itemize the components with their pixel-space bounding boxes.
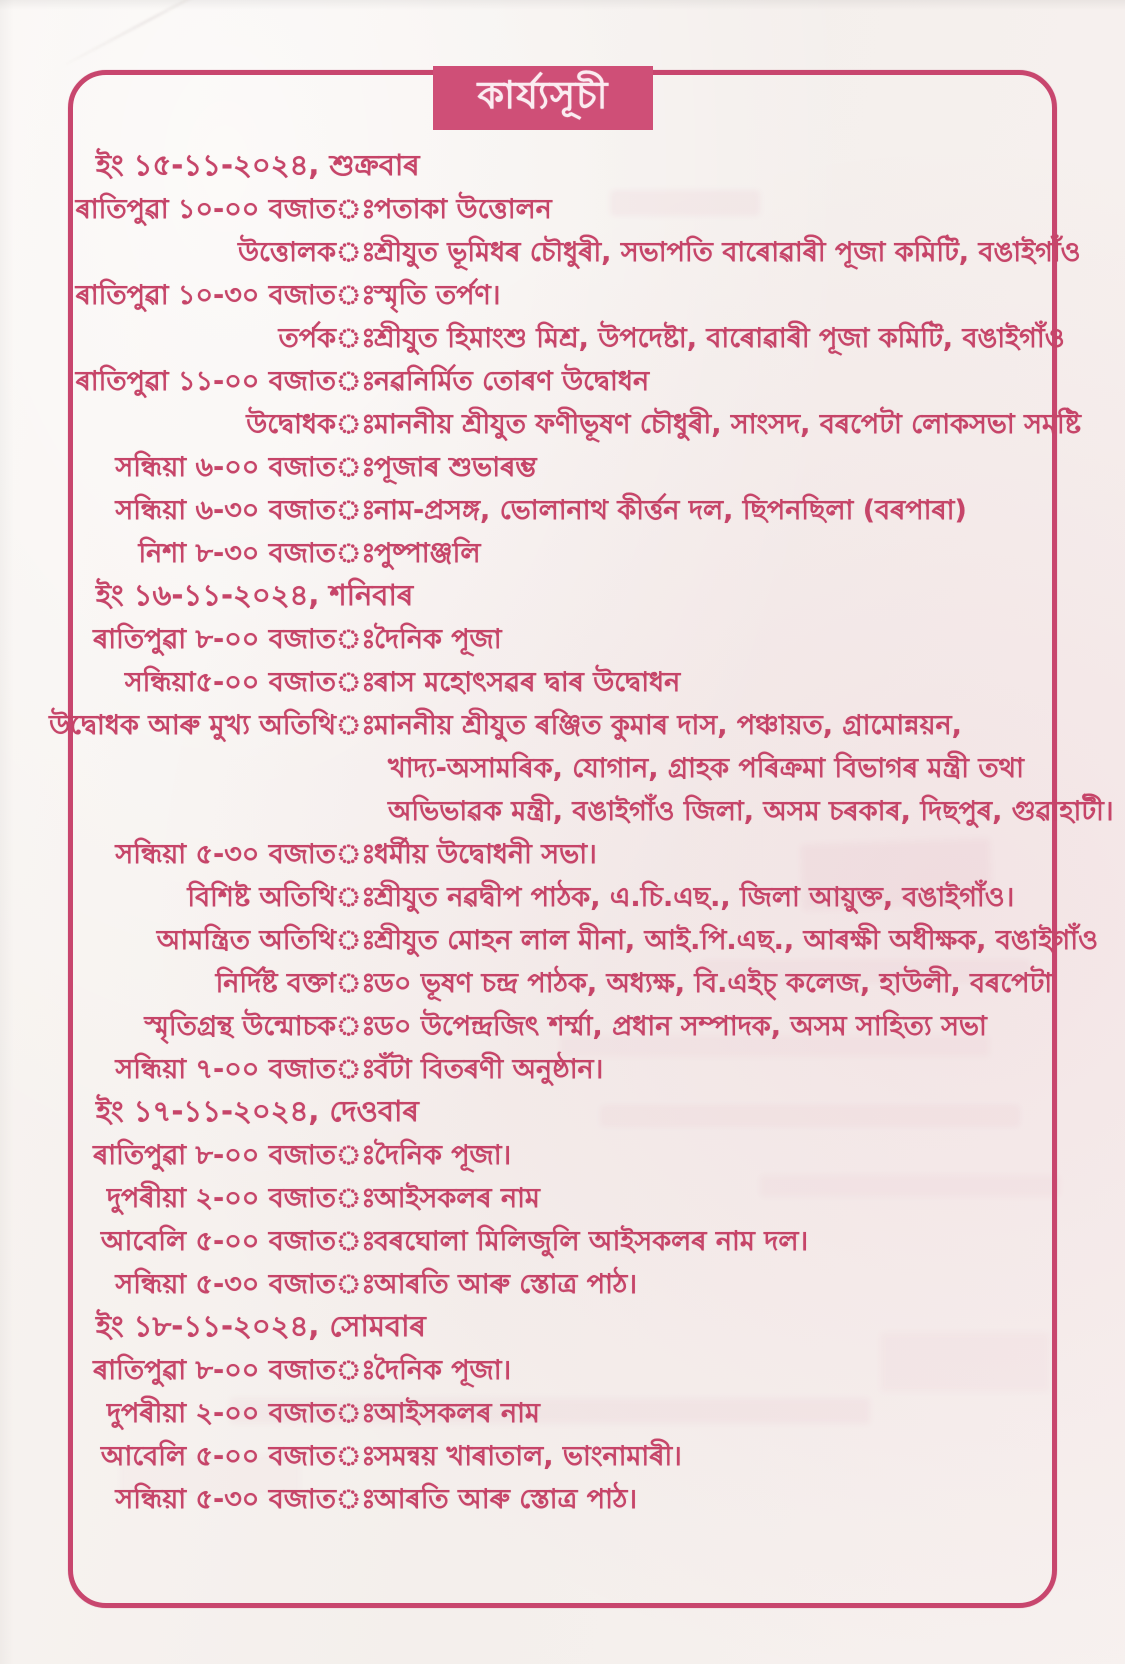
time-label: সন্ধিয়া ৫-৩০ বজাত	[115, 839, 336, 870]
schedule-row	[96, 1264, 1049, 1307]
event-description: পূজাৰ শুভাৰম্ভ	[374, 452, 537, 483]
time-label: আমন্ত্রিত অতিথি	[156, 925, 336, 956]
separator-colon: ঃ	[336, 1226, 376, 1257]
event-description: ৰাস মহোৎসৱৰ দ্বাৰ উদ্বোধন	[374, 667, 681, 698]
event-description: মাননীয় শ্রীযুত ৰঞ্জিত কুমাৰ দাস, পঞ্চায়ত, গ্রামোন্নয়ন,	[374, 710, 962, 741]
event-description: পুষ্পাঞ্জলি	[374, 538, 481, 569]
event-description: শ্রীযুত ভূমিধৰ চৌধুৰী, সভাপতি বাৰোৱাৰী পূজা কমিটি, বঙাইগাঁও	[374, 237, 1081, 268]
schedule-row	[75, 361, 1049, 404]
paper-crease	[52, 0, 248, 72]
event-description: বঁটা বিতৰণী অনুষ্ঠান।	[374, 1054, 604, 1085]
event-description: আইসকলৰ নাম	[374, 1183, 540, 1214]
time-label: উত্তোলক	[237, 237, 336, 268]
schedule-row	[96, 490, 1049, 533]
time-label: দুপৰীয়া ২-০০ বজাত	[106, 1183, 336, 1214]
date-header: ইং ১৬-১১-২০২৪, শনিবাৰ	[96, 578, 414, 612]
schedule-row	[96, 318, 1065, 361]
bleedthrough-mark	[760, 1175, 1060, 1197]
event-description: শ্রীযুত মোহন লাল মীনা, আই.পি.এছ., আৰক্ষী অধীক্ষক, বঙাইগাঁও	[374, 925, 1098, 956]
time-label: সন্ধিয়া ৬-০০ বজাত	[115, 452, 336, 483]
separator-colon: ঃ	[336, 280, 376, 311]
time-label: ৰাতিপুৱা ৮-০০ বজাত	[93, 1355, 336, 1386]
schedule-row	[96, 404, 1081, 447]
event-description: অভিভাৱক মন্ত্রী, বঙাইগাঁও জিলা, অসম চৰকাৰ, দিছপুৰ, গুৱাহাটী।	[388, 796, 1114, 827]
scan-edge-shadow-left	[0, 0, 14, 1664]
time-label: সন্ধিয়া ৫-৩০ বজাত	[115, 1269, 336, 1300]
event-description: নৱনির্মিত তোৰণ উদ্বোধন	[374, 366, 650, 397]
time-label: সন্ধিয়া ৫-৩০ বজাত	[115, 1484, 336, 1515]
separator-colon: ঃ	[336, 1011, 376, 1042]
event-description: আইসকলৰ নাম	[374, 1398, 540, 1429]
time-label: বিশিষ্ট অতিথি	[187, 882, 336, 913]
event-description: ধর্মীয় উদ্বোধনী সভা।	[374, 839, 597, 870]
schedule-row	[96, 533, 1049, 576]
schedule-row	[93, 1135, 1049, 1178]
event-description: শ্রীযুত নৱদ্বীপ পাঠক, এ.চি.এছ., জিলা আয়ুক্ত, বঙাইগাঁও।	[374, 882, 1015, 913]
event-description: খাদ্য-অসামৰিক, যোগান, গ্রাহক পৰিক্রমা বিভাগৰ মন্ত্রী তথা	[388, 753, 1024, 784]
time-label: ৰাতিপুৱা ১০-৩০ বজাত	[75, 280, 336, 311]
event-description: বৰঘোলা মিলিজুলি আইসকলৰ নাম দল।	[374, 1226, 809, 1257]
schedule-row	[93, 619, 1049, 662]
time-label: ৰাতিপুৱা ৮-০০ বজাত	[93, 624, 336, 655]
event-description: নাম-প্রসঙ্গ, ভোলানাথ কীর্ত্তন দল, ছিপনছিলা (বৰপাৰা)	[374, 495, 967, 526]
schedule-row	[75, 189, 1049, 232]
separator-colon: ঃ	[336, 1054, 376, 1085]
time-label: উদ্বোধক আৰু মুখ্য অতিথি	[49, 710, 336, 741]
separator-colon: ঃ	[336, 667, 376, 698]
event-description: আৰতি আৰু স্তোত্র পাঠ।	[374, 1269, 637, 1300]
event-description: পতাকা উত্তোলন	[374, 194, 552, 225]
time-label: আবেলি ৫-০০ বজাত	[100, 1441, 336, 1472]
event-description: স্মৃতি তর্পণ।	[374, 280, 501, 311]
event-description: শ্রীযুত হিমাংশু মিশ্র, উপদেষ্টা, বাৰোৱাৰী পূজা কমিটি, বঙাইগাঁও	[374, 323, 1065, 354]
event-description: ড০ উপেন্দ্রজিৎ শর্ম্মা, প্রধান সম্পাদক, অসম সাহিত্য সভা	[374, 1011, 987, 1042]
time-label: নির্দিষ্ট বক্তা	[215, 968, 336, 999]
bleedthrough-mark	[880, 1332, 1050, 1392]
separator-colon: ঃ	[336, 1140, 376, 1171]
separator-colon: ঃ	[336, 366, 376, 397]
schedule-row	[96, 447, 1049, 490]
time-label: দুপৰীয়া ২-০০ বজাত	[106, 1398, 336, 1429]
separator-colon: ঃ	[336, 839, 376, 870]
event-description: আৰতি আৰু স্তোত্র পাঠ।	[374, 1484, 637, 1515]
separator-colon: ঃ	[336, 1269, 376, 1300]
separator-colon: ঃ	[336, 194, 376, 225]
time-label: সন্ধিয়া ৭-০০ বজাত	[115, 1054, 336, 1085]
separator-colon: ঃ	[336, 237, 376, 268]
separator-colon: ঃ	[336, 624, 376, 655]
schedule-row	[96, 232, 1081, 275]
date-header: ইং ১৫-১১-২০২৪, শুক্রবাৰ	[96, 148, 420, 182]
separator-colon: ঃ	[336, 1398, 376, 1429]
time-label: ৰাতিপুৱা ১০-০০ বজাত	[75, 194, 336, 225]
separator-colon: ঃ	[336, 409, 376, 440]
time-label: সন্ধিয়া৫-০০ বজাত	[124, 667, 336, 698]
event-description: দৈনিক পূজা	[374, 624, 502, 655]
date-header: ইং ১৭-১১-২০২৪, দেওবাৰ	[96, 1094, 419, 1128]
schedule-row	[96, 920, 1098, 963]
separator-colon: ঃ	[336, 452, 376, 483]
bleedthrough-mark	[800, 838, 992, 911]
time-label: ৰাতিপুৱা ১১-০০ বজাত	[75, 366, 336, 397]
time-label: তর্পক	[278, 323, 336, 354]
event-description: দৈনিক পূজা।	[374, 1140, 512, 1171]
separator-colon: ঃ	[336, 1484, 376, 1515]
event-description: ড০ ভূষণ চন্দ্র পাঠক, অধ্যক্ষ, বি.এইচ্ কলেজ, হাউলী, বৰপেটা	[374, 968, 1053, 999]
time-label: সন্ধিয়া ৬-৩০ বজাত	[115, 495, 336, 526]
separator-colon: ঃ	[336, 323, 376, 354]
bleedthrough-mark	[560, 1035, 990, 1057]
separator-colon: ঃ	[336, 925, 376, 956]
separator-colon: ঃ	[336, 1441, 376, 1472]
separator-colon: ঃ	[336, 1355, 376, 1386]
time-label: আবেলি ৫-০০ বজাত	[100, 1226, 336, 1257]
bleedthrough-mark	[120, 1455, 300, 1495]
event-description: দৈনিক পূজা।	[374, 1355, 512, 1386]
separator-colon: ঃ	[336, 1183, 376, 1214]
separator-colon: ঃ	[336, 710, 376, 741]
separator-colon: ঃ	[336, 882, 376, 913]
schedule-row	[96, 1221, 1049, 1264]
bleedthrough-mark	[600, 1105, 1020, 1127]
schedule-row	[49, 705, 1049, 748]
event-description: সমন্বয় খাৰাতাল, ভাংনামাৰী।	[374, 1441, 682, 1472]
schedule-row	[96, 662, 1049, 705]
time-label: ৰাতিপুৱা ৮-০০ বজাত	[93, 1140, 336, 1171]
schedule-row-continuation	[96, 748, 1049, 791]
bleedthrough-mark	[230, 1398, 870, 1424]
separator-colon: ঃ	[336, 495, 376, 526]
page-title: কাৰ্য্যসূচী	[477, 73, 609, 117]
time-label: উদ্বোধক	[246, 409, 336, 440]
time-label: স্মৃতিগ্রন্থ উন্মোচক	[144, 1011, 336, 1042]
separator-colon: ঃ	[336, 538, 376, 569]
schedule-list	[49, 146, 1114, 1522]
date-header: ইং ১৮-১১-২০২৪, সোমবাৰ	[96, 1309, 426, 1343]
event-description: মাননীয় শ্রীযুত ফণীভূষণ চৌধুৰী, সাংসদ, বৰপেটা লোকসভা সমষ্টি	[374, 409, 1081, 440]
schedule-row-continuation	[96, 791, 1114, 834]
separator-colon: ঃ	[336, 968, 376, 999]
bleedthrough-mark	[700, 960, 1030, 982]
time-label: নিশা ৮-৩০ বজাত	[138, 538, 336, 569]
bleedthrough-mark	[610, 190, 760, 216]
title-banner	[433, 66, 653, 130]
schedule-row	[75, 275, 1049, 318]
